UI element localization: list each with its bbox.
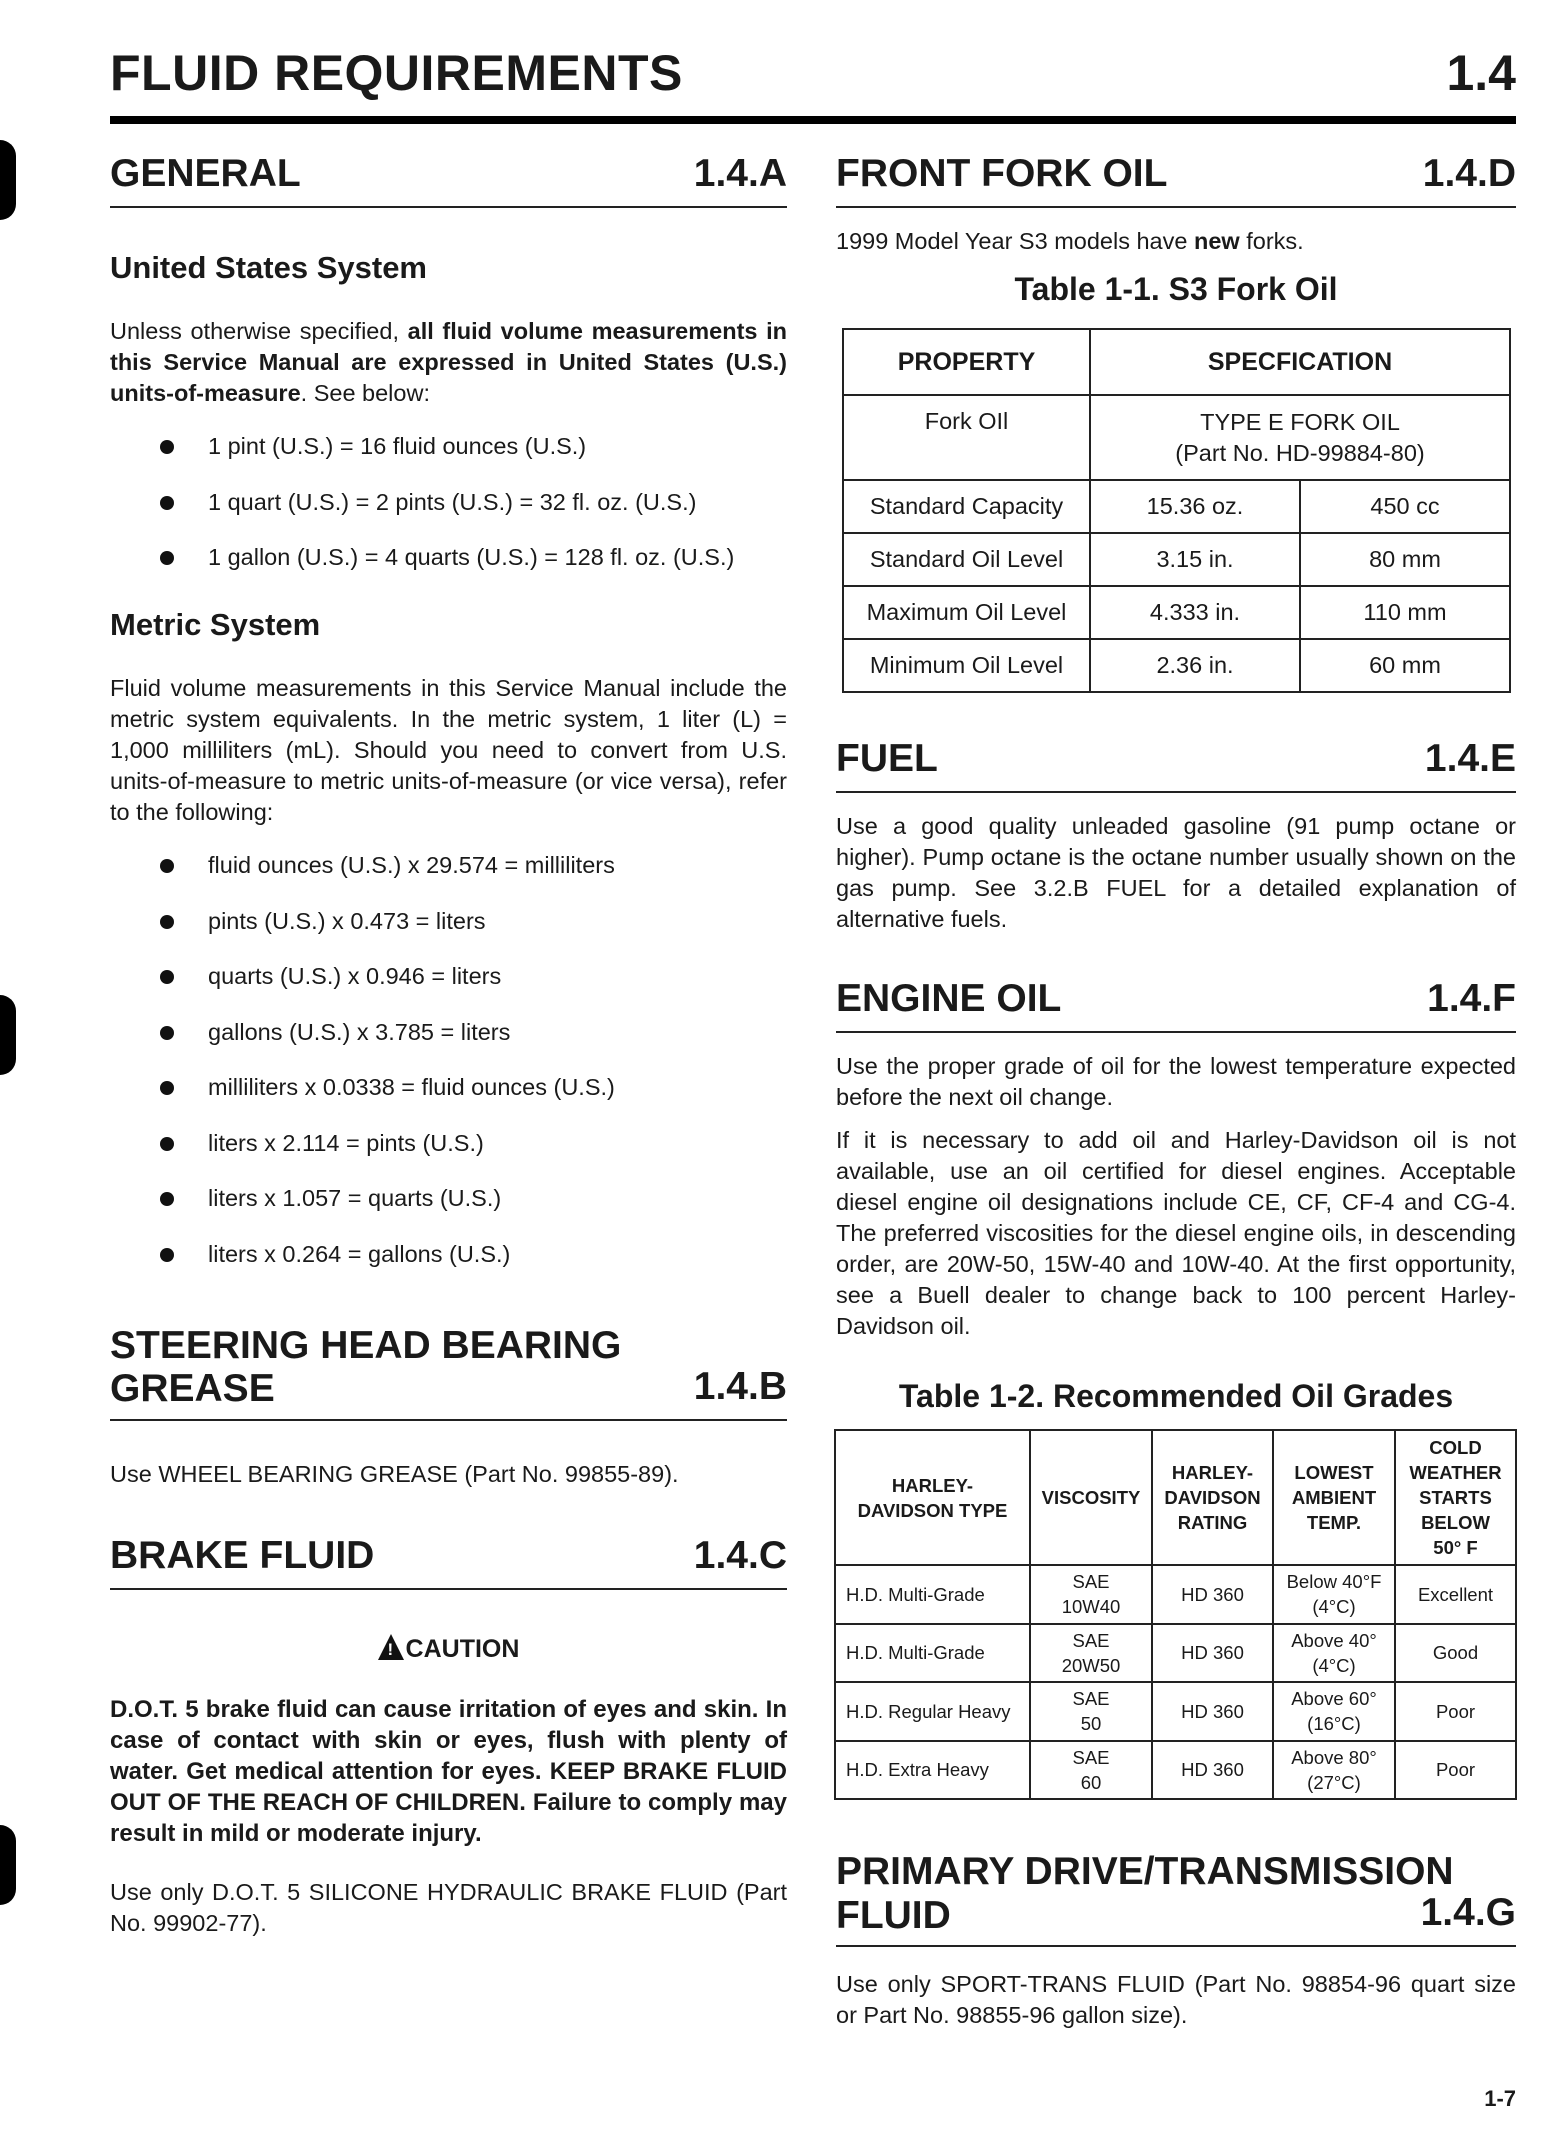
text-span: . See below: [300, 380, 430, 406]
bold-text: new [1193, 228, 1240, 254]
warning-triangle-icon [378, 1634, 404, 1660]
section-fork-heading [836, 140, 1516, 208]
page-number: 1-7 [1484, 2086, 1516, 2111]
header-line: RATING [1177, 1512, 1248, 1533]
section-engine-heading [836, 965, 1516, 1033]
cell-line: SAE [1072, 1629, 1110, 1651]
header-line: WEATHER [1409, 1462, 1502, 1483]
table-row [843, 586, 1510, 639]
table-cell: Fork OIl [843, 395, 1090, 480]
section-fuel-heading [836, 725, 1516, 793]
section-title: FUEL [836, 737, 938, 781]
text-span: Unless otherwise specified, [110, 318, 408, 344]
table-header-cell: SPECFICATION [1090, 329, 1510, 395]
header-line: HARLEY- [891, 1474, 974, 1496]
section-title: GENERAL [110, 152, 301, 196]
section-number: 1.4.F [1427, 977, 1516, 1020]
cell-line: 10W40 [1061, 1596, 1121, 1618]
table-cell: Maximum Oil Level [843, 586, 1090, 639]
table-row [835, 1682, 1516, 1741]
table-cell [1030, 1741, 1152, 1800]
table-header-row [843, 329, 1510, 395]
table-cell [1273, 1624, 1395, 1683]
table-cell: 3.15 in. [1090, 533, 1300, 586]
cell-line: SAE [1072, 1746, 1110, 1768]
cell-line: (4°C) [1312, 1654, 1356, 1676]
section-number: 1.4.D [1422, 152, 1516, 195]
table-header-cell [1152, 1430, 1273, 1565]
table-cell: 110 mm [1300, 586, 1510, 639]
table-cell: Excellent [1395, 1565, 1516, 1624]
fuel-paragraph: Use a good quality unleaded gasoline (91 pump octane or higher). Pump octane is the octane number usually shown on the gas pump. See 3.2.B FUEL for a detailed explanation of alternative fuels. [836, 813, 1516, 932]
table-cell: 80 mm [1300, 533, 1510, 586]
table-row [843, 480, 1510, 533]
cell-line: TYPE E FORK OIL [1200, 408, 1400, 435]
cell-line: 60 [1080, 1771, 1102, 1793]
section-primary-heading [836, 1850, 1516, 1947]
us-conversion-list [110, 431, 787, 573]
table-cell: Minimum Oil Level [843, 639, 1090, 692]
table-header-cell [835, 1430, 1030, 1565]
text-span: 1999 Model Year S3 models have [836, 228, 1194, 254]
list-item: quarts (U.S.) x 0.946 = liters [110, 961, 787, 992]
binder-hole [0, 140, 16, 220]
section-number: 1.4.G [1420, 1891, 1516, 1935]
section-title: FRONT FORK OIL [836, 152, 1168, 196]
table-cell: HD 360 [1152, 1624, 1273, 1683]
page-title: FLUID REQUIREMENTS [110, 45, 683, 101]
table-row [835, 1565, 1516, 1624]
table-row [843, 533, 1510, 586]
table-header-cell [1273, 1430, 1395, 1565]
oil-table-title: Table 1-2. Recommended Oil Grades [898, 1378, 1454, 1414]
table-header-cell [1395, 1430, 1516, 1565]
cell-line: Below 40°F [1286, 1571, 1382, 1593]
engine-paragraph-2: If it is necessary to add oil and Harley-Davidson oil is not available, use an oil certified for diesel engines. Acceptable diesel engine oil designations include CE, CF, CF-4 and CG-4. The preferred viscosities for the diesel engine oils, in descending order, are 20W-50, 15W-40 and 10W-40. At the first opportunity, see a Buell dealer to change back to 100 percent Harley-Davidson oil. [836, 1127, 1516, 1339]
section-number: 1.4.E [1424, 737, 1516, 780]
header-line: 50° F [1433, 1537, 1478, 1558]
section-title: BRAKE FLUID [110, 1534, 375, 1578]
table-cell: 2.36 in. [1090, 639, 1300, 692]
table-cell: H.D. Regular Heavy [835, 1682, 1030, 1741]
section-number: 1.4.B [693, 1364, 787, 1408]
primary-paragraph: Use only SPORT-TRANS FLUID (Part No. 98854-96 quart size or Part No. 98855-96 gallon size). [836, 1971, 1516, 2029]
cell-line: (27°C) [1307, 1771, 1361, 1793]
page-header [110, 38, 1516, 118]
oil-grades-table [834, 1429, 1517, 1800]
list-item: liters x 0.264 = gallons (U.S.) [110, 1239, 787, 1270]
cell-line: (Part No. HD-99884-80) [1175, 439, 1425, 466]
header-line: HARLEY- [1171, 1462, 1254, 1483]
header-line: DAVIDSON [1164, 1487, 1261, 1508]
section-steering-heading [110, 1324, 787, 1421]
right-column [836, 140, 1516, 2043]
table-cell: Good [1395, 1624, 1516, 1683]
list-item: milliliters x 0.0338 = fluid ounces (U.S.) [110, 1072, 787, 1103]
table-cell: 4.333 in. [1090, 586, 1300, 639]
table-cell: HD 360 [1152, 1741, 1273, 1800]
table-cell [1030, 1624, 1152, 1683]
metric-conversion-list [110, 850, 787, 1270]
header-line: AMBIENT [1291, 1487, 1377, 1508]
list-item: gallons (U.S.) x 3.785 = liters [110, 1017, 787, 1048]
section-number: 1.4.A [693, 152, 787, 195]
table-header-cell [1030, 1430, 1152, 1565]
header-line: DAVIDSON TYPE [857, 1499, 1008, 1521]
list-item: 1 quart (U.S.) = 2 pints (U.S.) = 32 fl. oz. (U.S.) [110, 487, 787, 518]
bold-text: all fluid volume measurements in this Service Manual are expressed in United States (U.S.) units-of-measure [110, 318, 787, 406]
header-line: VISCOSITY [1041, 1487, 1141, 1508]
binder-hole [0, 995, 16, 1075]
fork-paragraph [836, 226, 1516, 257]
table-row [843, 395, 1510, 480]
section-title: PRIMARY DRIVE/TRANSMISSION [836, 1850, 1454, 1893]
us-system-paragraph [110, 316, 787, 409]
table-cell: Standard Capacity [843, 480, 1090, 533]
cell-line: (4°C) [1312, 1596, 1356, 1618]
table-row [843, 639, 1510, 692]
list-item: liters x 1.057 = quarts (U.S.) [110, 1183, 787, 1214]
section-title: FLUID [836, 1893, 951, 1937]
table-cell [1273, 1741, 1395, 1800]
table-row [835, 1741, 1516, 1800]
cell-line: 20W50 [1061, 1654, 1121, 1676]
table-header-row [835, 1430, 1516, 1565]
list-item: pints (U.S.) x 0.473 = liters [110, 906, 787, 937]
steering-paragraph: Use WHEEL BEARING GREASE (Part No. 99855-89). [110, 1460, 679, 1487]
table-cell [1030, 1682, 1152, 1741]
list-item: 1 pint (U.S.) = 16 fluid ounces (U.S.) [110, 431, 787, 462]
header-line: TEMP. [1306, 1512, 1362, 1533]
table-cell: Standard Oil Level [843, 533, 1090, 586]
cell-line: Above 40° [1291, 1629, 1377, 1651]
us-system-heading: United States System [110, 250, 427, 285]
table-row [835, 1624, 1516, 1683]
list-item: liters x 2.114 = pints (U.S.) [110, 1128, 787, 1159]
table-cell [1273, 1682, 1395, 1741]
text-span: forks. [1239, 228, 1304, 254]
metric-system-heading: Metric System [110, 607, 321, 642]
table-cell: H.D. Extra Heavy [835, 1741, 1030, 1800]
section-general-heading [110, 140, 787, 208]
table-header-cell: PROPERTY [843, 329, 1090, 395]
table-cell: Poor [1395, 1682, 1516, 1741]
cell-line: (16°C) [1307, 1713, 1361, 1735]
header-line: STARTS [1419, 1487, 1492, 1508]
cell-line: SAE [1072, 1571, 1110, 1593]
page-section-number: 1.4 [1446, 45, 1516, 101]
caution-text: CAUTION [405, 1634, 520, 1663]
binder-hole [0, 1825, 16, 1905]
header-line: LOWEST [1294, 1462, 1374, 1483]
table-cell: H.D. Multi-Grade [835, 1565, 1030, 1624]
fork-oil-table [842, 328, 1511, 693]
table-cell: 60 mm [1300, 639, 1510, 692]
table-cell [1030, 1565, 1152, 1624]
section-title: STEERING HEAD BEARING [110, 1323, 622, 1367]
table-cell [1090, 395, 1510, 480]
table-cell: 450 cc [1300, 480, 1510, 533]
caution-label [110, 1634, 787, 1664]
header-line: COLD [1429, 1437, 1482, 1458]
table-cell [1273, 1565, 1395, 1624]
list-item: fluid ounces (U.S.) x 29.574 = milliliters [110, 850, 787, 881]
header-rule [110, 116, 1516, 124]
list-item: 1 gallon (U.S.) = 4 quarts (U.S.) = 128 fl. oz. (U.S.) [110, 542, 787, 573]
left-column [110, 140, 787, 1951]
cell-line: Above 80° [1291, 1746, 1377, 1768]
engine-paragraph-1: Use the proper grade of oil for the lowest temperature expected before the next oil change. [836, 1053, 1516, 1110]
metric-system-paragraph: Fluid volume measurements in this Service Manual include the metric system equivalents. In the metric system, 1 liter (L) = 1,000 milliliters (mL). Should you need to convert from U.S. units-of-measure to metric units-of-measure (or vice versa), refer to the following: [110, 675, 787, 825]
cell-line: SAE [1072, 1688, 1110, 1710]
table-cell: Poor [1395, 1741, 1516, 1800]
cell-line: Above 60° [1291, 1688, 1377, 1710]
section-number: 1.4.C [693, 1533, 787, 1577]
fork-table-title: Table 1-1. S3 Fork Oil [1014, 271, 1338, 307]
caution-paragraph: D.O.T. 5 brake fluid can cause irritation of eyes and skin. In case of contact with skin or eyes, flush with plenty of water. Get medical attention for eyes. KEEP BRAKE FLUID OUT OF THE REACH OF CHILDREN. Failure to comply may result in mild or moderate injury. [110, 1695, 787, 1847]
cell-line: 50 [1080, 1713, 1102, 1735]
table-cell: H.D. Multi-Grade [835, 1624, 1030, 1683]
section-title: GREASE [110, 1367, 275, 1411]
brake-paragraph: Use only D.O.T. 5 SILICONE HYDRAULIC BRAKE FLUID (Part No. 99902-77). [110, 1878, 787, 1936]
section-brake-heading [110, 1522, 787, 1590]
table-cell: HD 360 [1152, 1565, 1273, 1624]
table-cell: HD 360 [1152, 1682, 1273, 1741]
header-line: BELOW [1421, 1512, 1490, 1533]
table-cell: 15.36 oz. [1090, 480, 1300, 533]
section-title: ENGINE OIL [836, 977, 1062, 1021]
